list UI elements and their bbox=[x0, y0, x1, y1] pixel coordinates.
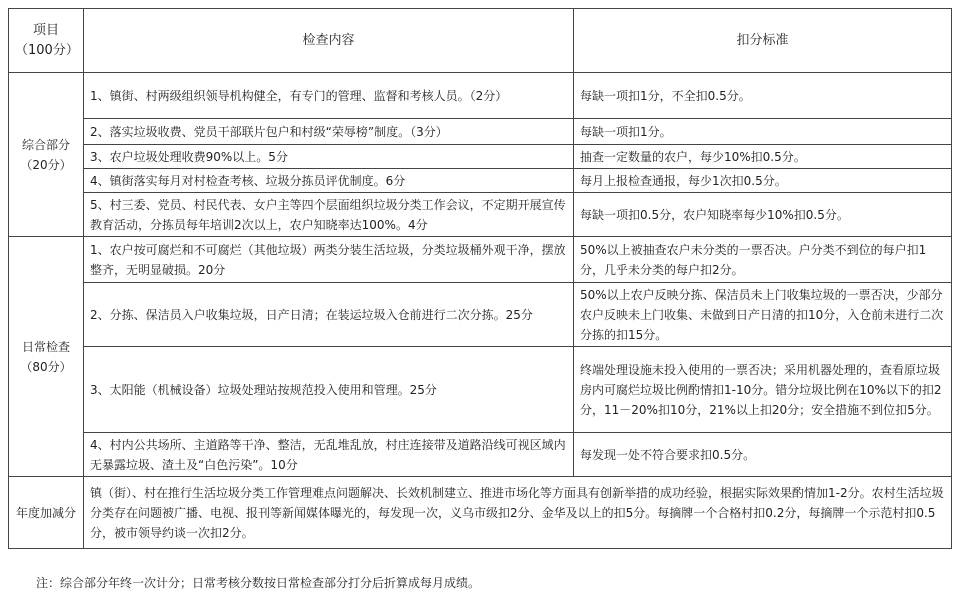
header-item: 项目（100分） bbox=[9, 9, 84, 73]
content-cell: 3、农户垃圾处理收费90%以上。5分 bbox=[84, 145, 574, 169]
assessment-table bbox=[8, 8, 952, 549]
standard-cell: 每缺一项扣0.5分，农户知晓率每少10%扣0.5分。 bbox=[574, 193, 952, 237]
annual-content-cell: 镇（街）、村在推行生活垃圾分类工作管理难点问题解决、长效机制建立、推进市场化等方面具有创新举措的成功经验，根据实际效果酌情加1-2分。农村生活垃圾分类存在问题被广播、电视、报刊等新闻媒体曝光的，每发现一次，义乌市级扣2分、金华及以上的扣5分。每摘牌一个合格村扣0.2分，每摘牌一个示范村扣0.5分，被市领导约谈一次扣2分。 bbox=[84, 477, 952, 549]
category-cell: 年度加减分 bbox=[9, 477, 84, 549]
table-row bbox=[9, 145, 952, 169]
table-row bbox=[9, 119, 952, 145]
table-row bbox=[9, 193, 952, 237]
table-row bbox=[9, 73, 952, 119]
standard-cell: 50%以上被抽查农户未分类的一票否决。户分类不到位的每户扣1分，几乎未分类的每户扣2分。 bbox=[574, 237, 952, 283]
content-cell: 4、村内公共场所、主道路等干净、整洁，无乱堆乱放，村庄连接带及道路沿线可视区域内无暴露垃圾、渣土及“白色污染”。10分 bbox=[84, 433, 574, 477]
annual-row bbox=[9, 477, 952, 549]
standard-cell: 终端处理设施未投入使用的一票否决；采用机器处理的，查看原垃圾房内可腐烂垃圾比例酌情扣1-10分。错分垃圾比例在10%以下的扣2分，11－20%扣10分，21%以上扣20分；安全措施不到位扣5分。 bbox=[574, 347, 952, 433]
content-cell: 3、太阳能（机械设备）垃圾处理站按规范投入使用和管理。25分 bbox=[84, 347, 574, 433]
table-row bbox=[9, 169, 952, 193]
standard-cell: 每月上报检查通报，每少1次扣0.5分。 bbox=[574, 169, 952, 193]
table-row bbox=[9, 347, 952, 433]
content-cell: 2、分拣、保洁员入户收集垃圾，日产日清；在装运垃圾入仓前进行二次分拣。25分 bbox=[84, 283, 574, 347]
content-cell: 1、镇街、村两级组织领导机构健全，有专门的管理、监督和考核人员。（2分） bbox=[84, 73, 574, 119]
header-content: 检查内容 bbox=[84, 9, 574, 73]
content-cell: 1、农户按可腐烂和不可腐烂（其他垃圾）两类分装生活垃圾，分类垃圾桶外观干净，摆放整齐，无明显破损。20分 bbox=[84, 237, 574, 283]
standard-cell: 每缺一项扣1分，不全扣0.5分。 bbox=[574, 73, 952, 119]
standard-cell: 50%以上农户反映分拣、保洁员未上门收集垃圾的一票否决，少部分农户反映未上门收集、未做到日产日清的扣10分，入仓前未进行二次分拣的扣15分。 bbox=[574, 283, 952, 347]
category-cell: 综合部分（20分） bbox=[9, 73, 84, 237]
standard-cell: 每缺一项扣1分。 bbox=[574, 119, 952, 145]
content-cell: 5、村三委、党员、村民代表、女户主等四个层面组织垃圾分类工作会议，不定期开展宣传教育活动，分拣员每年培训2次以上，农户知晓率达100%。4分 bbox=[84, 193, 574, 237]
table-row bbox=[9, 237, 952, 283]
standard-cell: 抽查一定数量的农户，每少10%扣0.5分。 bbox=[574, 145, 952, 169]
footnote: 注：综合部分年终一次计分；日常考核分数按日常检查部分打分后折算成每月成绩。 bbox=[36, 576, 481, 590]
header-row bbox=[9, 9, 952, 73]
standard-cell: 每发现一处不符合要求扣0.5分。 bbox=[574, 433, 952, 477]
table-row bbox=[9, 283, 952, 347]
content-cell: 4、镇街落实每月对村检查考核、垃圾分拣员评优制度。6分 bbox=[84, 169, 574, 193]
category-cell: 日常检查（80分） bbox=[9, 237, 84, 477]
header-standard: 扣分标准 bbox=[574, 9, 952, 73]
table-row bbox=[9, 433, 952, 477]
content-cell: 2、落实垃圾收费、党员干部联片包户和村级“荣辱榜”制度。（3分） bbox=[84, 119, 574, 145]
